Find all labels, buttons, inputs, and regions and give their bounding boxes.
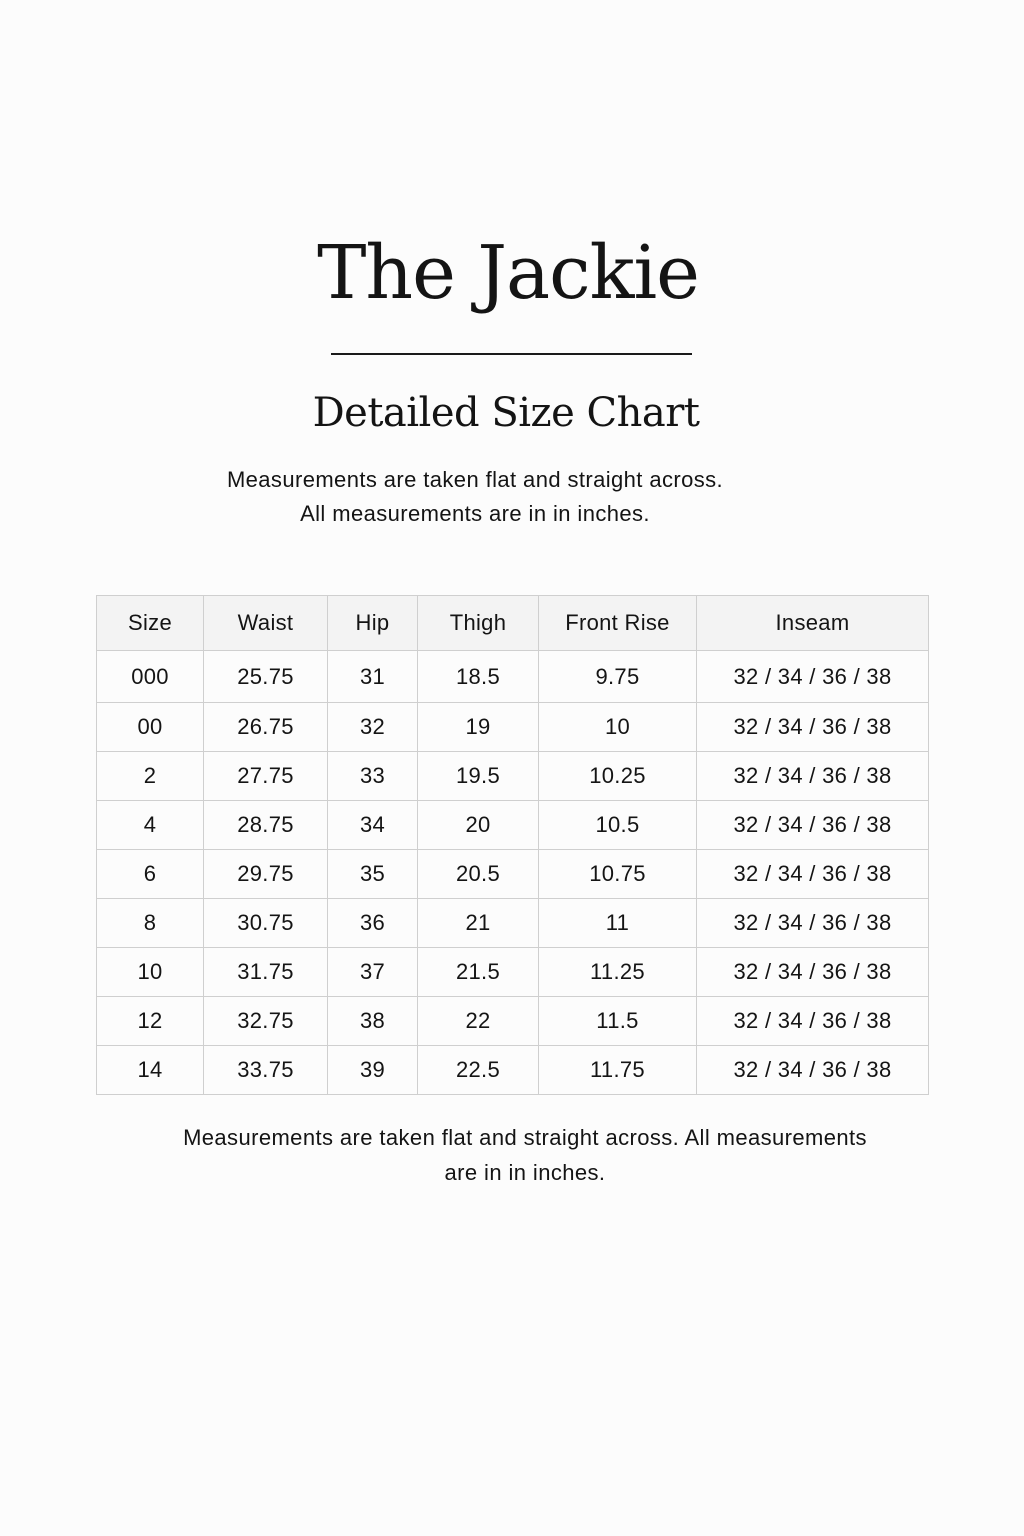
waist-cell: 29.75	[204, 850, 328, 899]
size-cell: 12	[97, 997, 204, 1046]
footer-note	[112, 1120, 938, 1190]
front-rise-cell: 11	[539, 899, 697, 948]
footer-note-line-1: Measurements are taken flat and straight across. All measurements	[183, 1125, 867, 1150]
page-subtitle: Detailed Size Chart	[312, 390, 700, 436]
column-header-waist: Waist	[204, 596, 328, 651]
size-cell: 000	[97, 651, 204, 703]
size-cell: 14	[97, 1046, 204, 1095]
thigh-cell: 21	[418, 899, 539, 948]
thigh-cell: 22.5	[418, 1046, 539, 1095]
title-divider	[331, 353, 692, 355]
intro-note	[150, 463, 800, 531]
waist-cell: 31.75	[204, 948, 328, 997]
thigh-cell: 19	[418, 703, 539, 752]
table-row	[97, 948, 929, 997]
front-rise-cell: 10	[539, 703, 697, 752]
column-header-thigh: Thigh	[418, 596, 539, 651]
size-cell: 4	[97, 801, 204, 850]
waist-cell: 33.75	[204, 1046, 328, 1095]
hip-cell: 39	[328, 1046, 418, 1095]
front-rise-cell: 10.5	[539, 801, 697, 850]
column-header-size: Size	[97, 596, 204, 651]
footer-note-line-2: are in in inches.	[444, 1160, 606, 1185]
inseam-cell: 32 / 34 / 36 / 38	[697, 997, 929, 1046]
inseam-cell: 32 / 34 / 36 / 38	[697, 899, 929, 948]
size-chart-table	[96, 595, 929, 1095]
size-cell: 2	[97, 752, 204, 801]
inseam-cell: 32 / 34 / 36 / 38	[697, 801, 929, 850]
size-cell: 6	[97, 850, 204, 899]
size-cell: 8	[97, 899, 204, 948]
thigh-cell: 19.5	[418, 752, 539, 801]
hip-cell: 36	[328, 899, 418, 948]
table-row	[97, 703, 929, 752]
waist-cell: 28.75	[204, 801, 328, 850]
hip-cell: 37	[328, 948, 418, 997]
front-rise-cell: 11.5	[539, 997, 697, 1046]
hip-cell: 31	[328, 651, 418, 703]
column-header-hip: Hip	[328, 596, 418, 651]
inseam-cell: 32 / 34 / 36 / 38	[697, 948, 929, 997]
inseam-cell: 32 / 34 / 36 / 38	[697, 651, 929, 703]
thigh-cell: 18.5	[418, 651, 539, 703]
waist-cell: 30.75	[204, 899, 328, 948]
size-cell: 10	[97, 948, 204, 997]
hip-cell: 32	[328, 703, 418, 752]
inseam-cell: 32 / 34 / 36 / 38	[697, 703, 929, 752]
thigh-cell: 22	[418, 997, 539, 1046]
front-rise-cell: 10.25	[539, 752, 697, 801]
column-header-inseam: Inseam	[697, 596, 929, 651]
hip-cell: 34	[328, 801, 418, 850]
page-title: The Jackie	[317, 230, 699, 316]
table-row	[97, 850, 929, 899]
inseam-cell: 32 / 34 / 36 / 38	[697, 752, 929, 801]
thigh-cell: 20	[418, 801, 539, 850]
size-cell: 00	[97, 703, 204, 752]
front-rise-cell: 9.75	[539, 651, 697, 703]
inseam-cell: 32 / 34 / 36 / 38	[697, 1046, 929, 1095]
hip-cell: 33	[328, 752, 418, 801]
thigh-cell: 21.5	[418, 948, 539, 997]
waist-cell: 32.75	[204, 997, 328, 1046]
column-header-front-rise: Front Rise	[539, 596, 697, 651]
front-rise-cell: 10.75	[539, 850, 697, 899]
waist-cell: 26.75	[204, 703, 328, 752]
table-header-row	[97, 596, 929, 651]
hip-cell: 35	[328, 850, 418, 899]
table-row	[97, 1046, 929, 1095]
waist-cell: 25.75	[204, 651, 328, 703]
intro-note-line-2: All measurements are in in inches.	[300, 501, 650, 526]
inseam-cell: 32 / 34 / 36 / 38	[697, 850, 929, 899]
thigh-cell: 20.5	[418, 850, 539, 899]
table-row	[97, 997, 929, 1046]
table-row	[97, 899, 929, 948]
table-row	[97, 651, 929, 703]
hip-cell: 38	[328, 997, 418, 1046]
front-rise-cell: 11.25	[539, 948, 697, 997]
table-row	[97, 801, 929, 850]
intro-note-line-1: Measurements are taken flat and straight across.	[226, 467, 724, 492]
front-rise-cell: 11.75	[539, 1046, 697, 1095]
table-row	[97, 752, 929, 801]
waist-cell: 27.75	[204, 752, 328, 801]
